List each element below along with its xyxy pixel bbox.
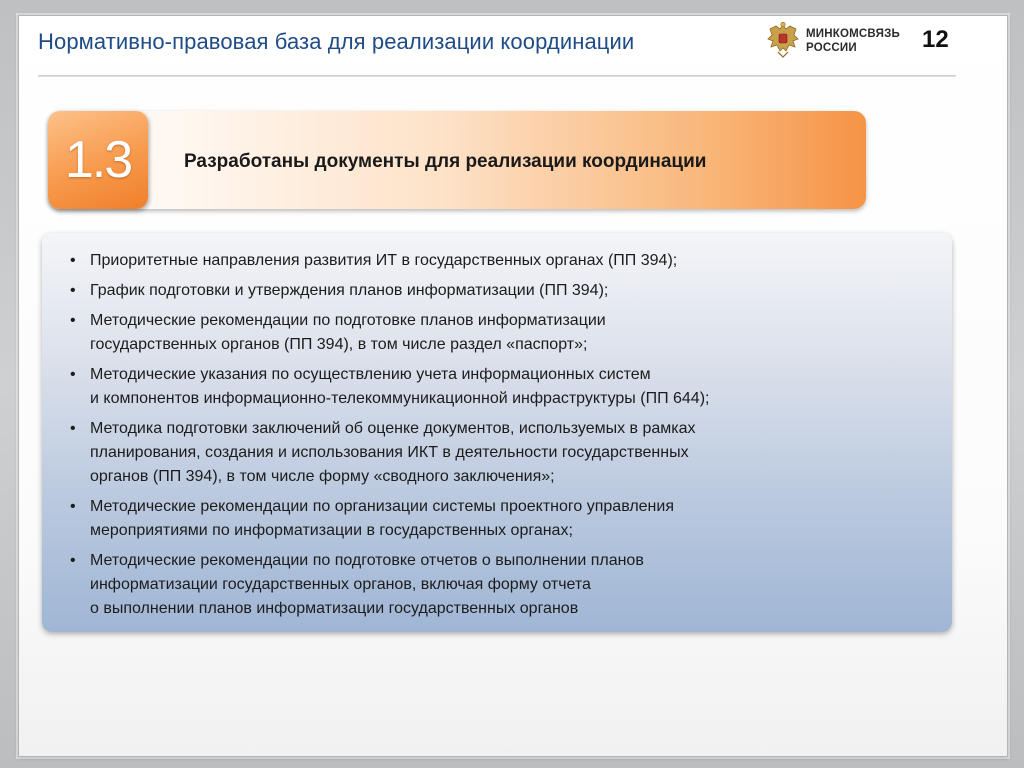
document-list <box>68 249 938 627</box>
section-number-badge <box>48 111 148 209</box>
ministry-name <box>806 27 900 55</box>
header-divider <box>38 75 956 77</box>
page-title: Нормативно-правовая база для реализации координации <box>38 29 635 54</box>
double-headed-eagle-icon <box>766 21 800 59</box>
ministry-name-line2: РОССИИ <box>806 42 857 54</box>
list-item: • Методика подготовки заключений об оценке документов, используемых в рамках планирования, создания и использования ИКТ в деятельности государственных органов (ПП 394), в том числе форму «сводного заключения»; <box>68 417 938 489</box>
list-item: • Методические рекомендации по организации системы проектного управления мероприятиями по информатизации в государственных органах; <box>68 495 938 543</box>
list-item: • График подготовки и утверждения планов информатизации (ПП 394); <box>68 279 938 303</box>
section-number: 1.3 <box>64 131 132 189</box>
list-item: • Методические рекомендации по подготовке отчетов о выполнении планов информатизации государственных органов, включая форму отчета о выполнении планов информатизации государственных органов <box>68 549 938 621</box>
page-number: 12 <box>922 26 949 53</box>
list-item: • Приоритетные направления развития ИТ в государственных органах (ПП 394); <box>68 249 938 273</box>
list-item: • Методические указания по осуществлению учета информационных систем и компонентов информационно-телекоммуникационной инфраструктуры (ПП 644); <box>68 363 938 411</box>
section-heading: Разработаны документы для реализации координации <box>184 151 707 172</box>
list-item: • Методические рекомендации по подготовке планов информатизации государственных органов (ПП 394), в том числе раздел «паспорт»; <box>68 309 938 357</box>
ministry-name-line1: МИНКОМСВЯЗЬ <box>806 28 900 40</box>
